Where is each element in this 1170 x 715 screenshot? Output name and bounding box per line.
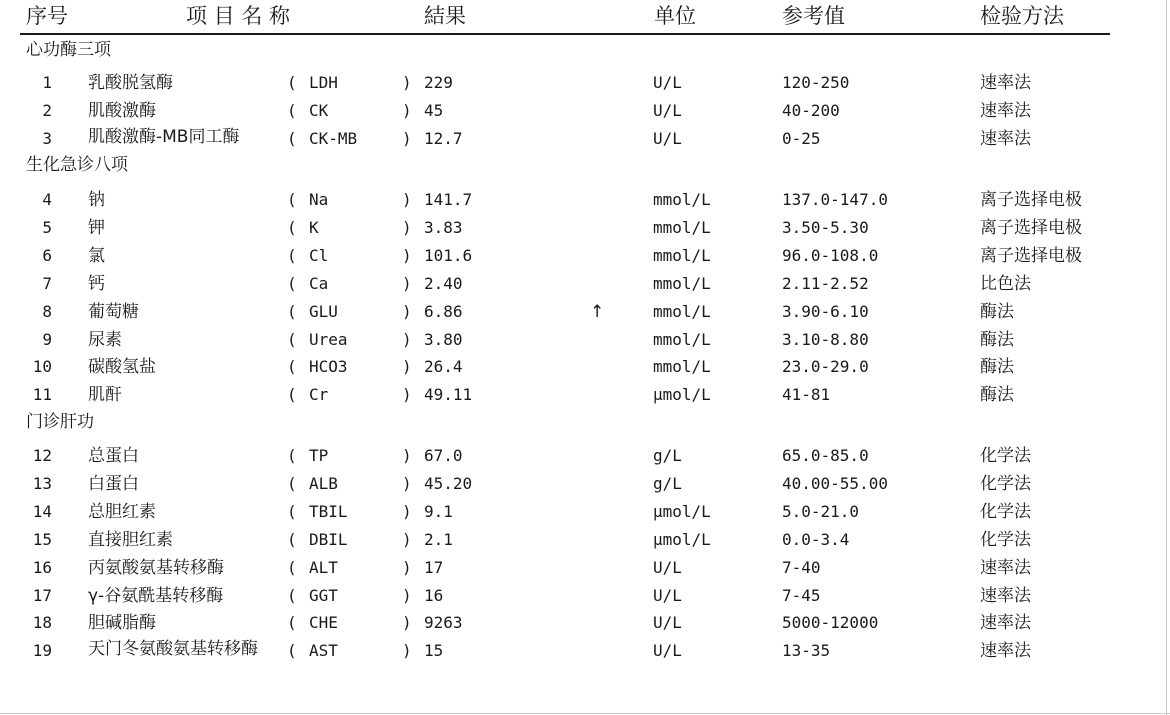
test-method: 化学法 [980,530,1031,550]
right-paren: ) [402,446,412,465]
item-result: 9.1 [424,502,453,521]
item-unit: g/L [653,474,682,493]
page-right-border [1166,0,1167,715]
item-name: 总胆红素 [88,502,156,522]
reference-range: 2.11-2.52 [782,274,869,293]
item-code: LDH [309,73,338,92]
test-method: 比色法 [980,274,1031,294]
item-name: 钾 [88,218,105,238]
reference-range: 3.10-8.80 [782,330,869,349]
item-unit: mmol/L [653,274,711,293]
test-method: 酶法 [980,385,1014,405]
high-flag-icon: ↑ [590,302,605,322]
reference-range: 7-40 [782,558,821,577]
item-code: TP [309,446,329,465]
item-result: 45.20 [424,474,473,493]
item-code: ALB [309,474,338,493]
test-method: 化学法 [980,446,1031,466]
reference-range: 41-81 [782,385,831,404]
item-result: 26.4 [424,357,463,376]
item-unit: μmol/L [653,385,711,404]
left-paren: ( [287,330,297,349]
item-code: GGT [309,586,338,605]
reference-range: 3.50-5.30 [782,218,869,237]
left-paren: ( [287,613,297,632]
item-code: Cl [309,246,329,265]
reference-range: 7-45 [782,586,821,605]
right-paren: ) [402,530,412,549]
item-result: 101.6 [424,246,473,265]
item-code: TBIL [309,502,348,521]
item-unit: mmol/L [653,246,711,265]
test-method: 速率法 [980,73,1031,93]
left-paren: ( [287,586,297,605]
reference-range: 3.90-6.10 [782,302,869,321]
reference-range: 120-250 [782,73,850,92]
right-paren: ) [402,385,412,404]
item-result: 6.86 [424,302,463,321]
header-reference: 参考值 [782,4,845,28]
left-paren: ( [287,246,297,265]
reference-range: 137.0-147.0 [782,190,888,209]
right-paren: ) [402,641,412,660]
row-number: 11 [32,385,52,404]
right-paren: ) [402,302,412,321]
header-result: 結果 [424,4,466,28]
item-name: 丙氨酸氨基转移酶 [88,558,224,578]
page-bottom-border [0,713,1170,714]
right-paren: ) [402,474,412,493]
right-paren: ) [402,190,412,209]
right-paren: ) [402,218,412,237]
item-result: 141.7 [424,190,473,209]
item-code: HCO3 [309,357,348,376]
item-code: CK [309,101,329,120]
header-seq: 序号 [26,4,68,28]
item-result: 229 [424,73,453,92]
item-result: 17 [424,558,444,577]
test-method: 速率法 [980,558,1031,578]
item-code: DBIL [309,530,348,549]
test-method: 速率法 [980,129,1031,149]
row-number: 13 [32,474,52,493]
left-paren: ( [287,274,297,293]
right-paren: ) [402,502,412,521]
item-code: Ca [309,274,329,293]
reference-range: 65.0-85.0 [782,446,869,465]
left-paren: ( [287,558,297,577]
row-number: 14 [32,502,52,521]
item-name: 肌酸激酶-MB同工酶 [88,127,240,147]
reference-range: 0.0-3.4 [782,530,850,549]
test-method: 酶法 [980,302,1014,322]
item-result: 3.83 [424,218,463,237]
right-paren: ) [402,129,412,148]
reference-range: 13-35 [782,641,831,660]
item-name: 葡萄糖 [88,302,139,322]
item-name: 肌酸激酶 [88,101,156,121]
left-paren: ( [287,446,297,465]
right-paren: ) [402,558,412,577]
row-number: 16 [32,558,52,577]
item-result: 12.7 [424,129,463,148]
section-title: 心功酶三项 [26,40,111,60]
item-code: AST [309,641,338,660]
left-paren: ( [287,129,297,148]
right-paren: ) [402,613,412,632]
right-paren: ) [402,274,412,293]
left-paren: ( [287,101,297,120]
left-paren: ( [287,218,297,237]
item-unit: U/L [653,129,682,148]
test-method: 化学法 [980,502,1031,522]
item-unit: g/L [653,446,682,465]
item-unit: mmol/L [653,302,711,321]
item-unit: U/L [653,613,682,632]
test-method: 离子选择电极 [980,218,1082,238]
reference-range: 0-25 [782,129,821,148]
item-result: 15 [424,641,444,660]
item-code: CK-MB [309,129,358,148]
item-result: 16 [424,586,444,605]
test-method: 化学法 [980,474,1031,494]
section-title: 生化急诊八项 [26,155,128,175]
row-number: 5 [42,218,52,237]
item-name: 氯 [88,246,105,266]
section-title: 门诊肝功 [26,412,94,432]
item-name: 直接胆红素 [88,530,173,550]
row-number: 12 [32,446,52,465]
row-number: 1 [42,73,52,92]
row-number: 4 [42,190,52,209]
left-paren: ( [287,302,297,321]
item-name: 钠 [88,190,105,210]
reference-range: 40-200 [782,101,840,120]
right-paren: ) [402,357,412,376]
reference-range: 40.00-55.00 [782,474,888,493]
item-code: Urea [309,330,348,349]
reference-range: 5000-12000 [782,613,879,632]
item-name: 总蛋白 [88,446,139,466]
left-paren: ( [287,190,297,209]
item-name: 肌酐 [88,385,122,405]
item-name: 天门冬氨酸氨基转移酶 [88,639,258,659]
item-name: γ-谷氨酰基转移酶 [88,586,224,606]
left-paren: ( [287,73,297,92]
reference-range: 96.0-108.0 [782,246,879,265]
reference-range: 23.0-29.0 [782,357,869,376]
item-unit: U/L [653,586,682,605]
item-result: 2.1 [424,530,453,549]
test-method: 速率法 [980,613,1031,633]
row-number: 7 [42,274,52,293]
item-unit: mmol/L [653,190,711,209]
left-paren: ( [287,474,297,493]
test-method: 速率法 [980,101,1031,121]
right-paren: ) [402,330,412,349]
item-unit: μmol/L [653,502,711,521]
item-name: 尿素 [88,330,122,350]
test-method: 离子选择电极 [980,190,1082,210]
item-unit: U/L [653,101,682,120]
item-result: 45 [424,101,444,120]
item-unit: U/L [653,558,682,577]
left-paren: ( [287,641,297,660]
header-name: 项 目 名 称 [186,4,291,28]
row-number: 2 [42,101,52,120]
test-method: 速率法 [980,641,1031,661]
header-method: 检验方法 [980,4,1064,28]
right-paren: ) [402,101,412,120]
item-name: 钙 [88,274,105,294]
item-name: 胆碱脂酶 [88,613,156,633]
item-code: ALT [309,558,338,577]
item-code: Na [309,190,329,209]
test-method: 离子选择电极 [980,246,1082,266]
reference-range: 5.0-21.0 [782,502,860,521]
item-unit: μmol/L [653,530,711,549]
item-unit: U/L [653,641,682,660]
item-code: K [309,218,319,237]
item-unit: mmol/L [653,218,711,237]
item-name: 白蛋白 [88,474,139,494]
item-name: 乳酸脱氢酶 [88,73,173,93]
row-number: 9 [42,330,52,349]
right-paren: ) [402,586,412,605]
item-unit: mmol/L [653,357,711,376]
item-code: GLU [309,302,338,321]
item-result: 67.0 [424,446,463,465]
left-paren: ( [287,502,297,521]
header-unit: 单位 [654,4,696,28]
item-result: 49.11 [424,385,473,404]
row-number: 10 [32,357,52,376]
row-number: 3 [42,129,52,148]
row-number: 15 [32,530,52,549]
item-unit: U/L [653,73,682,92]
item-unit: mmol/L [653,330,711,349]
item-code: Cr [309,385,329,404]
right-paren: ) [402,73,412,92]
left-paren: ( [287,357,297,376]
row-number: 17 [32,586,52,605]
item-name: 碳酸氢盐 [88,357,156,377]
test-method: 速率法 [980,586,1031,606]
right-paren: ) [402,246,412,265]
row-number: 19 [32,641,52,660]
row-number: 6 [42,246,52,265]
left-paren: ( [287,385,297,404]
row-number: 18 [32,613,52,632]
item-result: 3.80 [424,330,463,349]
header-rule [20,33,1110,35]
test-method: 酶法 [980,357,1014,377]
item-result: 2.40 [424,274,463,293]
item-code: CHE [309,613,338,632]
test-method: 酶法 [980,330,1014,350]
item-result: 9263 [424,613,463,632]
left-paren: ( [287,530,297,549]
row-number: 8 [42,302,52,321]
